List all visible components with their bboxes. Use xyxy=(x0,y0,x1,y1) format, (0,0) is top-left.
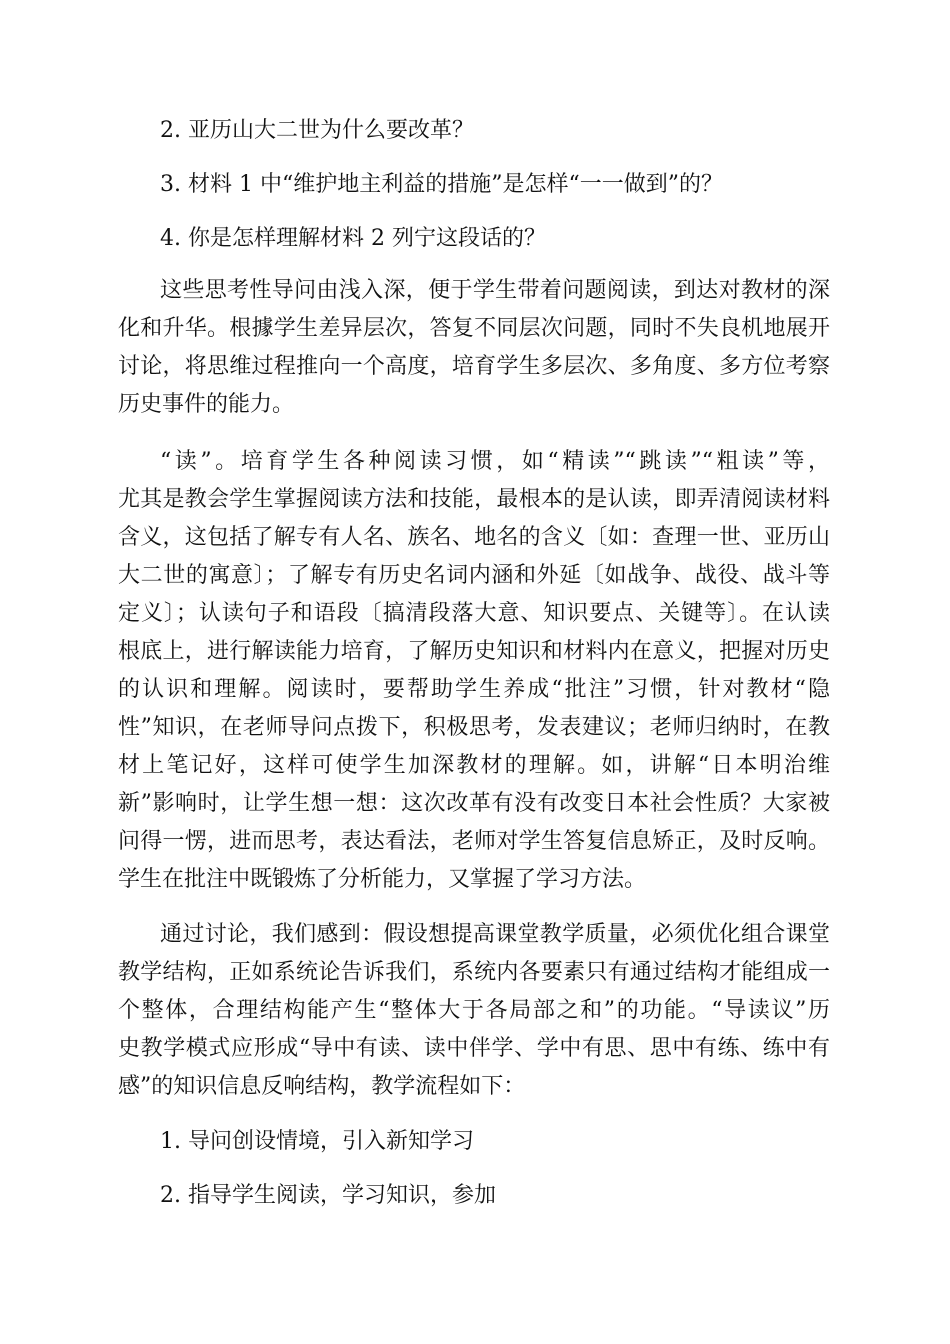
paragraph-line: 尤其是教会学生掌握阅读方法和技能，最根本的是认读，即弄清阅读材料 xyxy=(118,487,830,512)
paragraph-line: 个整体，合理结构能产生“整体大于各局部之和”的功能。“导读议”历 xyxy=(118,998,830,1023)
paragraph-line: 性”知识，在老师导问点拨下，积极思考，发表建议；老师归纳时，在教 xyxy=(118,715,830,740)
paragraph-line: 讨论，将思维过程推向一个高度，培育学生多层次、多角度、多方位考察 xyxy=(118,354,830,379)
question-2: 2. 亚历山大二世为什么要改革？ xyxy=(160,118,474,143)
paragraph-line: 历史事件的能力。 xyxy=(118,392,295,417)
paragraph-line: 通过讨论，我们感到：假设想提高课堂教学质量，必须优化组合课堂 xyxy=(160,922,830,947)
paragraph-line: 材上笔记好，这样可使学生加深教材的理解。如，讲解“日本明治维 xyxy=(118,753,830,778)
paragraph-line: 定义〕；认读句子和语段〔搞清段落大意、知识要点、关键等〕。在认读 xyxy=(118,601,830,626)
question-4: 4. 你是怎样理解材料 2 列宁这段话的？ xyxy=(160,226,546,251)
paragraph-line: 根底上，进行解读能力培育，了解历史知识和材料内在意义，把握对历史 xyxy=(118,639,830,664)
question-3: 3. 材料 1 中“维护地主利益的措施”是怎样“一一做到”的？ xyxy=(160,172,723,197)
step-1: 1. 导问创设情境，引入新知学习 xyxy=(160,1129,474,1154)
paragraph-line: 化和升华。根據学生差异层次，答复不同层次问题，同时不失良机地展开 xyxy=(118,316,830,341)
paragraph-line: 感”的知识信息反响结构，教学流程如下： xyxy=(118,1074,526,1099)
paragraph-line: 史教学模式应形成“导中有读、读中伴学、学中有思、思中有练、练中有 xyxy=(118,1036,830,1061)
paragraph-line: 的认识和理解。阅读时，要帮助学生养成“批注”习惯，针对教材“隐 xyxy=(118,677,830,702)
step-2: 2. 指导学生阅读，学习知识，参加 xyxy=(160,1183,496,1208)
paragraph-line: 大二世的寓意〕；了解专有历史名词内涵和外延〔如战争、战役、战斗等 xyxy=(118,563,830,588)
paragraph-line: 教学结构，正如系统论告诉我们，系统内各要素只有通过结构才能组成一 xyxy=(118,960,830,985)
paragraph-line: “读”。培育学生各种阅读习惯，如“精读”“跳读”“粗读”等， xyxy=(160,449,830,474)
paragraph-line: 新”影响时，让学生想一想：这次改革有没有改变日本社会性质？大家被 xyxy=(118,791,830,816)
paragraph-line: 问得一愣，进而思考，表达看法，老师对学生答复信息矫正，及时反响。 xyxy=(118,829,830,854)
paragraph-line: 含义，这包括了解专有人名、族名、地名的含义〔如：查理一世、亚历山 xyxy=(118,525,830,550)
paragraph-line: 这些思考性导问由浅入深，便于学生带着问题阅读，到达对教材的深 xyxy=(160,278,830,303)
paragraph-line: 学生在批注中既锻炼了分析能力，又掌握了学习方法。 xyxy=(118,867,647,892)
